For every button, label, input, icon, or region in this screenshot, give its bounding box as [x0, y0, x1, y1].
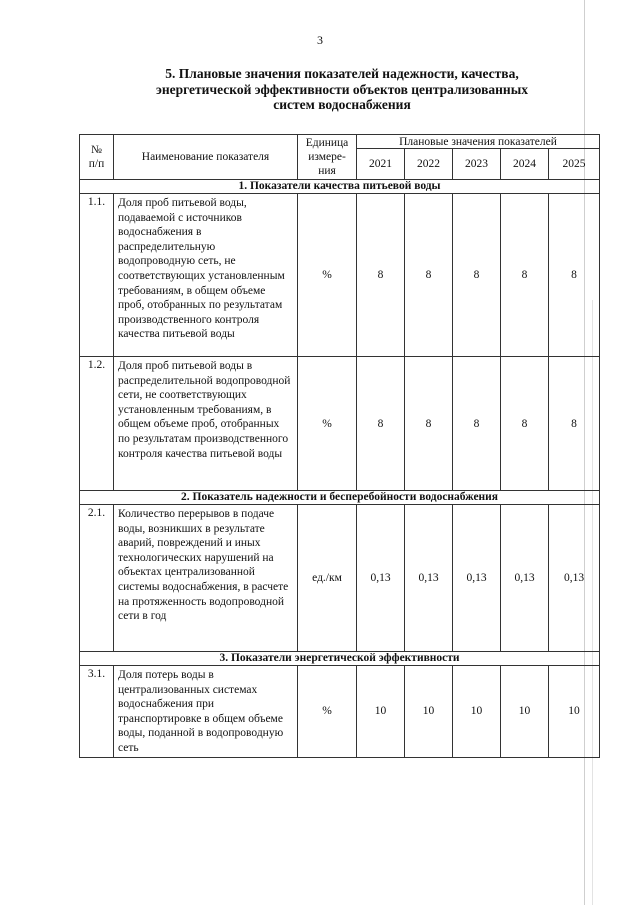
indicators-table	[79, 134, 600, 758]
value-cell: 8	[501, 357, 549, 491]
row-number: 1.2.	[80, 357, 114, 491]
header-year: 2021	[357, 149, 405, 180]
unit-cell: %	[298, 194, 357, 357]
value-cell: 10	[453, 666, 501, 758]
value-cell: 10	[549, 666, 600, 758]
header-year: 2024	[501, 149, 549, 180]
value-cell: 0,13	[501, 505, 549, 652]
value-cell: 0,13	[357, 505, 405, 652]
unit-cell: %	[298, 357, 357, 491]
value-cell: 8	[549, 194, 600, 357]
row-number: 1.1.	[80, 194, 114, 357]
table-row	[80, 194, 600, 357]
section-heading: 2. Показатель надежности и бесперебойности водоснабжения	[80, 491, 600, 505]
indicators-table-wrapper	[79, 134, 599, 758]
indicator-name: Доля проб питьевой воды, подаваемой с источников водоснабжения в распределительную водопроводную сеть, не соответствующих установленным требованиям, в общем объеме проб, отобранных по результатам производственного контроля качества питьевой воды	[114, 194, 298, 357]
value-cell: 8	[453, 194, 501, 357]
section-title-line-1: 5. Плановые значения показателей надежности, качества,	[165, 66, 519, 81]
value-cell: 8	[405, 194, 453, 357]
row-number: 2.1.	[80, 505, 114, 652]
header-unit: Единица измере-ния	[298, 135, 357, 180]
section-title	[118, 66, 566, 113]
value-cell: 0,13	[405, 505, 453, 652]
row-number: 3.1.	[80, 666, 114, 758]
value-cell: 10	[405, 666, 453, 758]
header-num: № п/п	[80, 135, 114, 180]
table-row	[80, 666, 600, 758]
section-title-line-2: энергетической эффективности объектов централизованных	[155, 81, 528, 97]
table-row	[80, 357, 600, 491]
header-planned-values: Плановые значения показателей	[357, 135, 600, 149]
value-cell: 8	[357, 357, 405, 491]
indicator-name: Количество перерывов в подаче воды, возникших в результате аварий, повреждений и иных технологических нарушений на объектах централизованной системы водоснабжения, в расчете на протяженность водопроводной сети в год	[114, 505, 298, 652]
value-cell: 8	[501, 194, 549, 357]
value-cell: 0,13	[549, 505, 600, 652]
header-year: 2022	[405, 149, 453, 180]
value-cell: 0,13	[453, 505, 501, 652]
section-heading-row	[80, 652, 600, 666]
section-heading-row	[80, 180, 600, 194]
unit-cell: ед./км	[298, 505, 357, 652]
unit-cell: %	[298, 666, 357, 758]
page-number: 3	[317, 33, 323, 47]
value-cell: 10	[357, 666, 405, 758]
section-title-line-3: систем водоснабжения	[273, 97, 411, 112]
value-cell: 8	[405, 357, 453, 491]
value-cell: 8	[549, 357, 600, 491]
header-year: 2025	[549, 149, 600, 180]
section-heading: 1. Показатели качества питьевой воды	[80, 180, 600, 194]
indicator-name: Доля проб питьевой воды в распределительной водопроводной сети, не соответствующих установленным требованиям, в общем объеме проб, отобранных по результатам производственного контроля качества питьевой воды	[114, 357, 298, 491]
value-cell: 8	[453, 357, 501, 491]
value-cell: 8	[357, 194, 405, 357]
section-heading: 3. Показатели энергетической эффективности	[80, 652, 600, 666]
header-year: 2023	[453, 149, 501, 180]
indicator-name: Доля потерь воды в централизованных системах водоснабжения при транспортировке в общем объеме воды, поданной в водопроводную сеть	[114, 666, 298, 758]
header-name: Наименование показателя	[114, 135, 298, 180]
table-row	[80, 505, 600, 652]
section-heading-row	[80, 491, 600, 505]
value-cell: 10	[501, 666, 549, 758]
